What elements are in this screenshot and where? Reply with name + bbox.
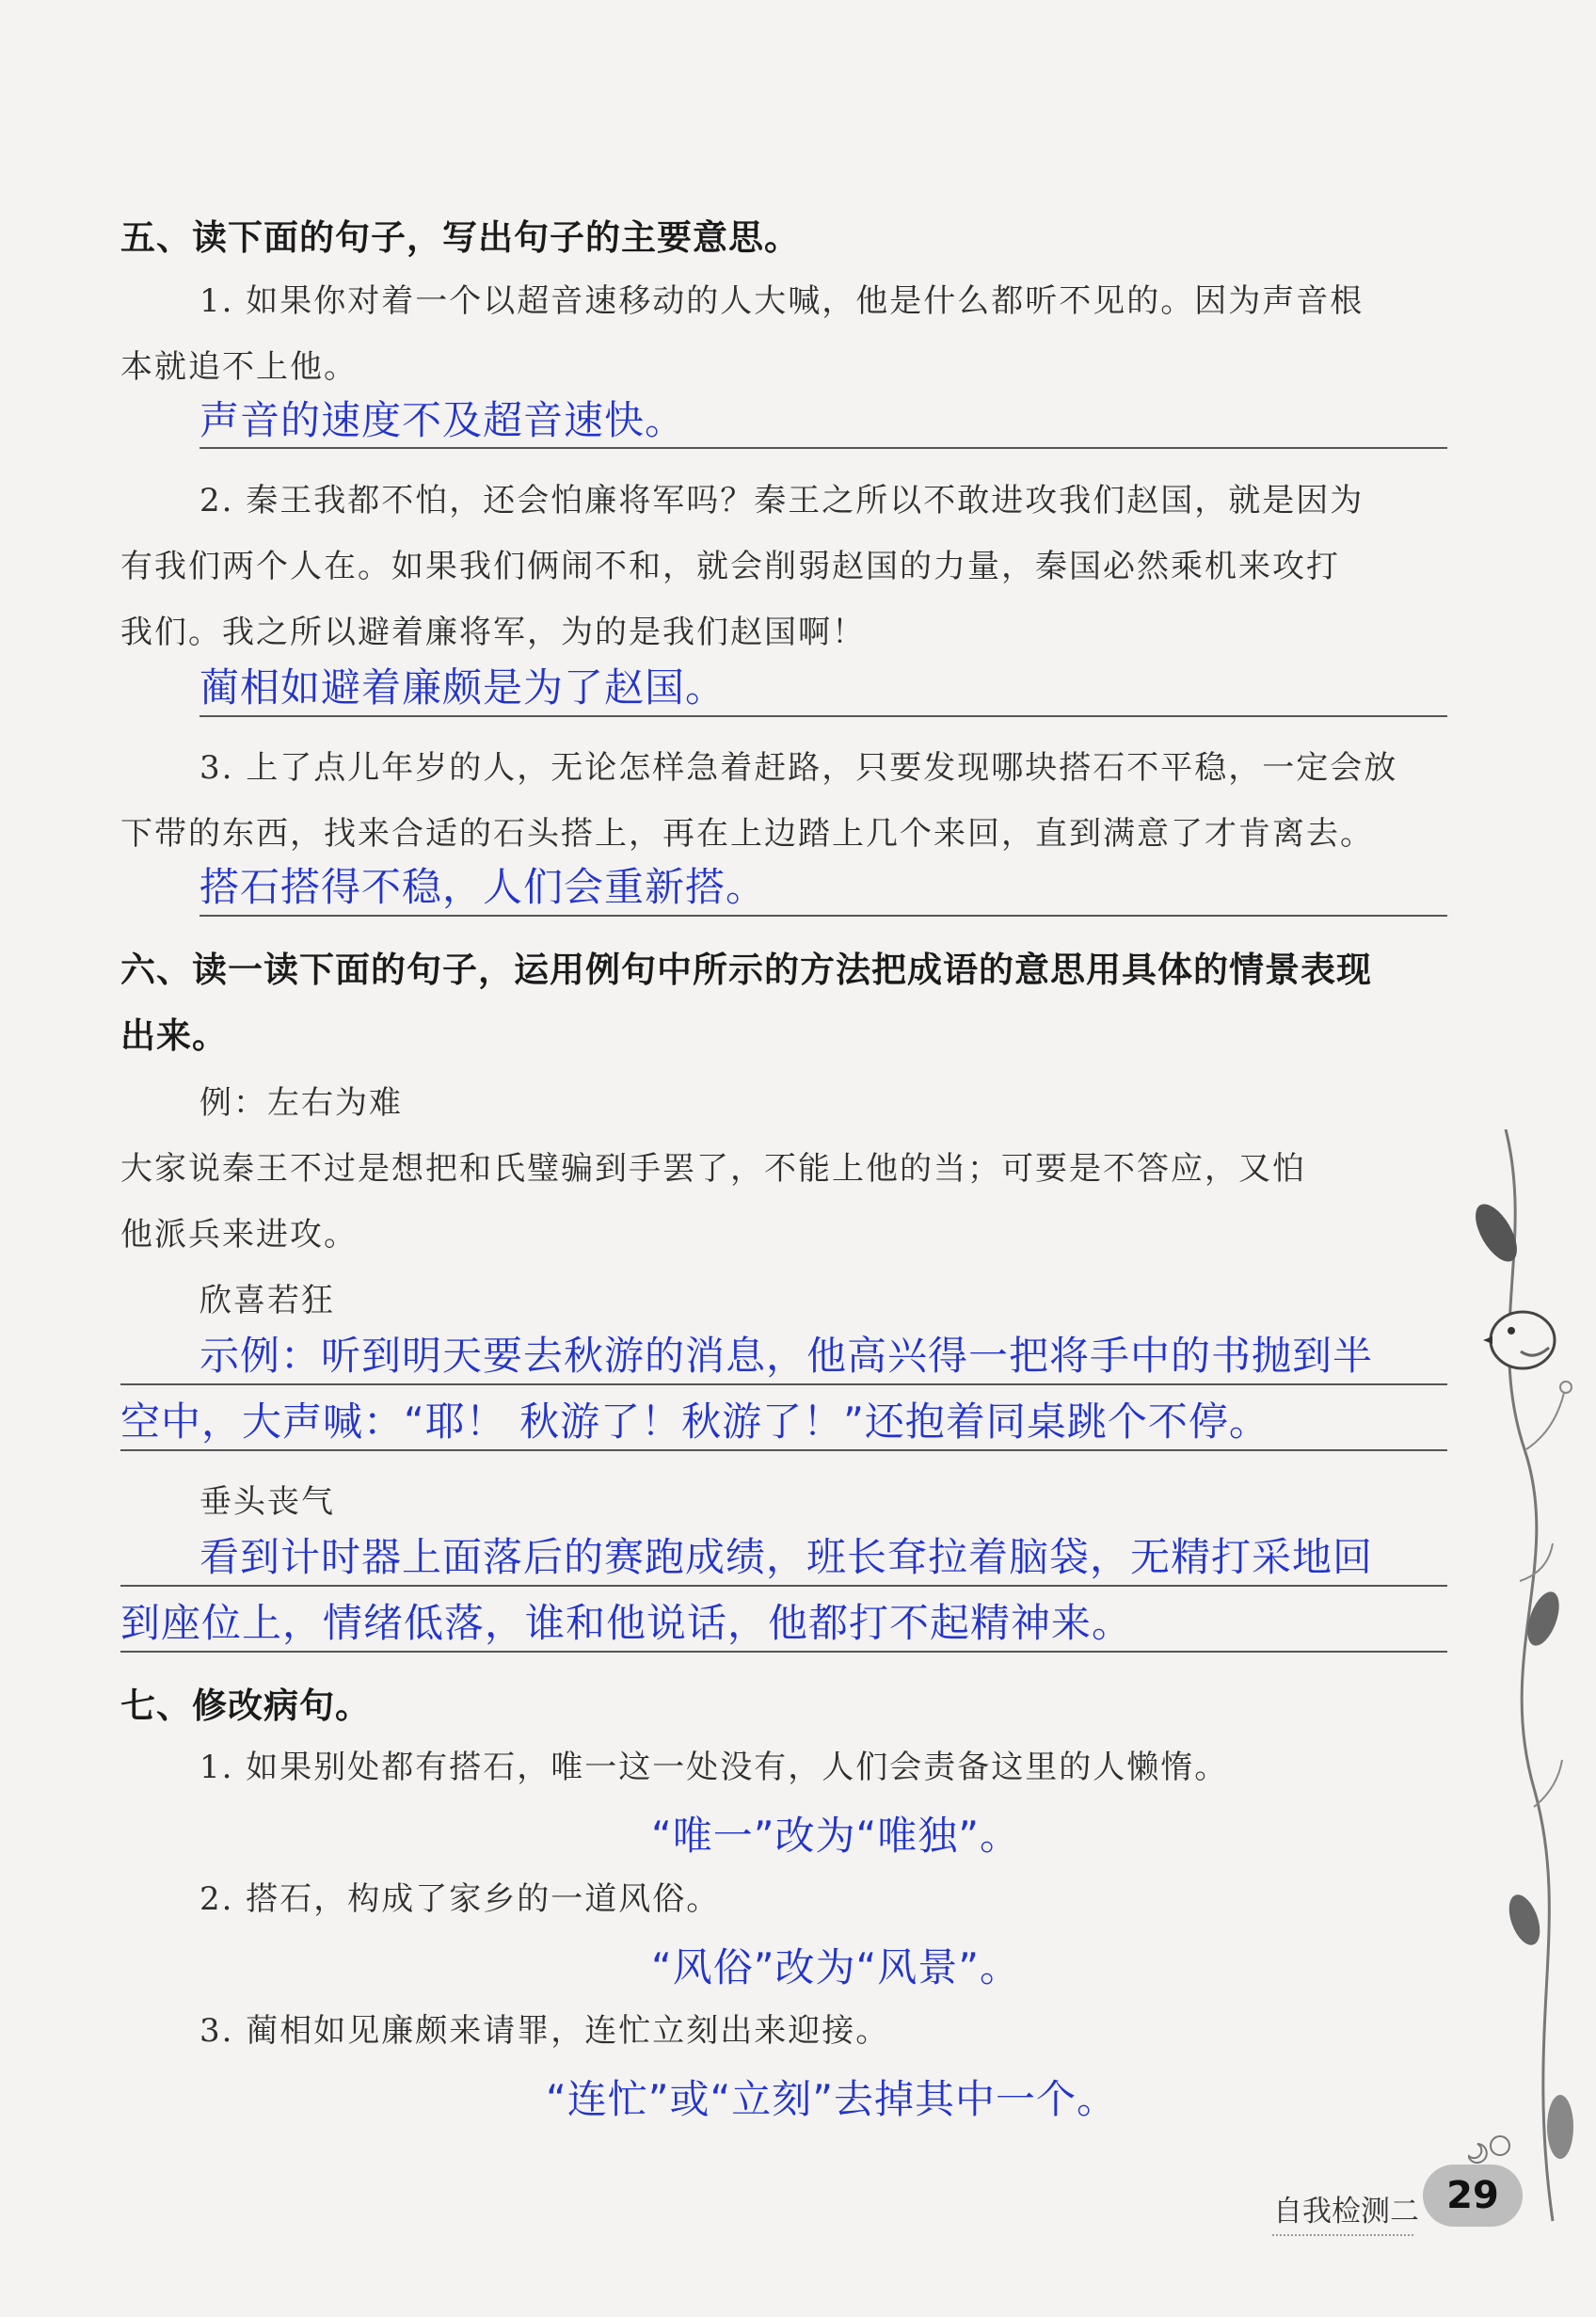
answer-line bbox=[200, 715, 1447, 717]
s7-q2: 2. 搭石，构成了家乡的一道风俗。 bbox=[200, 1880, 721, 1918]
s5-q2-answer: 蔺相如避着廉颇是为了赵国。 bbox=[200, 664, 726, 711]
answer-line bbox=[120, 1383, 1447, 1385]
s7-q1: 1. 如果别处都有搭石，唯一这一处没有，人们会责备这里的人懒惰。 bbox=[200, 1749, 1229, 1786]
s5-q3-line1: 3. 上了点儿年岁的人，无论怎样急着赶路，只要发现哪块搭石不平稳，一定会放 bbox=[200, 749, 1398, 787]
vine-illustration bbox=[1468, 1129, 1596, 2259]
s6-idiom-1-answer-line2: 空中，大声喊：“耶！ 秋游了！秋游了！”还抱着同桌跳个不停。 bbox=[120, 1398, 1269, 1445]
s6-example-label: 例：左右为难 bbox=[200, 1084, 403, 1122]
s6-example-line1: 大家说秦王不过是想把和氏璧骗到手罢了，不能上他的当；可要是不答应，又怕 bbox=[120, 1150, 1306, 1188]
s7-q2-answer: “风俗”改为“风景”。 bbox=[651, 1944, 1021, 1990]
answer-line bbox=[120, 1449, 1447, 1451]
s6-idiom-2: 垂头丧气 bbox=[200, 1483, 335, 1521]
answer-line bbox=[200, 915, 1447, 917]
s5-q3-line2: 下带的东西，找来合适的石头搭上，再在上边踏上几个来回，直到满意了才肯离去。 bbox=[120, 815, 1374, 853]
section-7-title: 七、修改病句。 bbox=[120, 1686, 371, 1726]
leaf-icon bbox=[1503, 1891, 1545, 1949]
s6-idiom-1-answer-line1: 示例：听到明天要去秋游的消息，他高兴得一把将手中的书抛到半 bbox=[200, 1333, 1374, 1379]
answer-line bbox=[120, 1651, 1447, 1653]
leaf-icon bbox=[1468, 1198, 1525, 1269]
s7-q3: 3. 蔺相如见廉颇来请罪，连忙立刻出来迎接。 bbox=[200, 2012, 890, 2050]
s7-q3-answer: “连忙”或“立刻”去掉其中一个。 bbox=[546, 2076, 1118, 2122]
section-5-title: 五、读下面的句子，写出句子的主要意思。 bbox=[120, 217, 800, 258]
section-6-title-line2: 出来。 bbox=[120, 1015, 228, 1056]
answer-line bbox=[120, 1585, 1447, 1587]
s6-idiom-2-answer-line1: 看到计时器上面落后的赛跑成绩，班长耷拉着脑袋，无精打采地回 bbox=[200, 1534, 1374, 1580]
s5-q3-answer: 搭石搭得不稳，人们会重新搭。 bbox=[200, 864, 767, 910]
section-6-title-line1: 六、读一读下面的句子，运用例句中所示的方法把成语的意思用具体的情景表现 bbox=[120, 950, 1372, 990]
s7-q1-answer: “唯一”改为“唯独”。 bbox=[651, 1813, 1021, 1859]
s5-q1-answer: 声音的速度不及超音速快。 bbox=[200, 397, 686, 443]
moon-icon bbox=[1468, 2144, 1487, 2163]
s6-idiom-2-answer-line2: 到座位上，情绪低落，谁和他说话，他都打不起精神来。 bbox=[120, 1600, 1133, 1646]
bird-icon bbox=[1491, 1312, 1555, 1368]
s5-q1-line1: 1. 如果你对着一个以超音速移动的人大喊，他是什么都听不见的。因为声音根 bbox=[200, 282, 1365, 320]
page-number: 29 bbox=[1423, 2165, 1523, 2227]
s6-example-line2: 他派兵来进攻。 bbox=[120, 1216, 358, 1254]
leaf-icon bbox=[1547, 2095, 1573, 2159]
s5-q2-line3: 我们。我之所以避着廉将军，为的是我们赵国啊！ bbox=[120, 614, 866, 651]
sun-icon bbox=[1491, 2136, 1509, 2155]
s5-q2-line1: 2. 秦王我都不怕，还会怕廉将军吗？秦王之所以不敢进攻我们赵国，就是因为 bbox=[200, 482, 1365, 519]
footer-section-label: 自我检测二 bbox=[1273, 2195, 1419, 2229]
s6-idiom-1: 欣喜若狂 bbox=[200, 1282, 335, 1319]
s5-q1-line2: 本就追不上他。 bbox=[120, 348, 358, 386]
footer-dotted-line bbox=[1272, 2234, 1413, 2236]
s5-q2-line2: 有我们两个人在。如果我们俩闹不和，就会削弱赵国的力量，秦国必然乘机来攻打 bbox=[120, 548, 1340, 585]
answer-line bbox=[200, 447, 1447, 449]
